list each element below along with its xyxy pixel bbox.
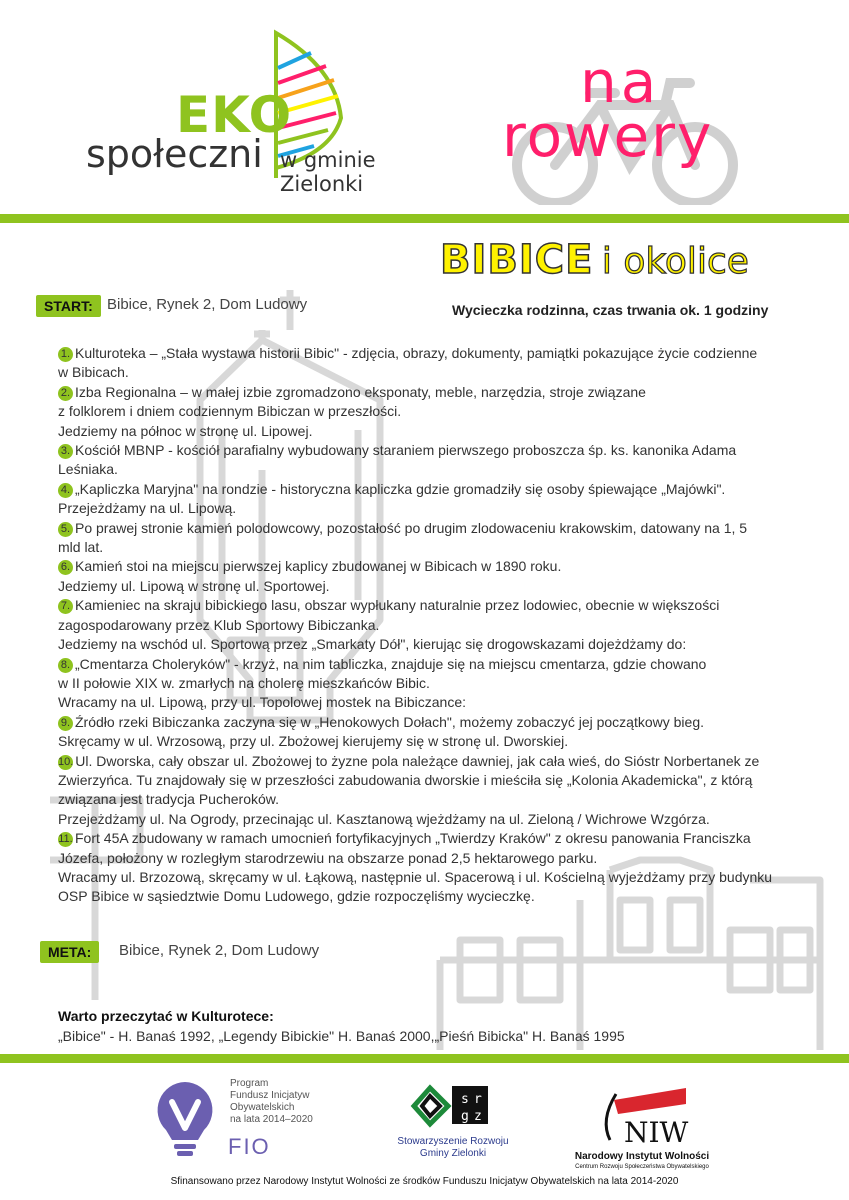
- fio-lightbulb-icon: [152, 1078, 218, 1158]
- route-item-text: „Cmentarza Choleryków" - krzyż, na nim tabliczka, znajduje się na miejscu cmentarza, gdzie chowano: [75, 655, 707, 672]
- route-item-text: Przejeżdżamy ul. Na Ogrody, przecinając ul. Kasztanową wjeżdżamy na ul. Zieloną / Wichrowe Wzgórza.: [58, 810, 710, 827]
- srgz-letter-z: z: [474, 1109, 482, 1124]
- route-item: [58, 655, 808, 674]
- route-item-text: „Kapliczka Maryjna" na rondzie - historyczna kapliczka gdzie gromadziły się osoby śpiewające „Majówki".: [75, 480, 726, 497]
- route-item-text: Jedziemy na północ w stronę ul. Lipowej.: [58, 422, 313, 439]
- fio-logo: [152, 1074, 332, 1164]
- route-item-text: Po prawej stronie kamień polodowcowy, pozostałość po drugim zlodowaceniu krakowskim, datowany na 1, 5: [75, 519, 748, 536]
- top-divider: [0, 214, 849, 223]
- route-item: [58, 441, 808, 460]
- fio-text: FIO: [228, 1134, 271, 1159]
- start-label: START:: [36, 295, 101, 317]
- route-item-continuation: [58, 771, 808, 790]
- w-gminie-line: w gminie: [280, 148, 376, 172]
- route-item-continuation: [58, 460, 808, 479]
- route-item-continuation: [58, 868, 808, 887]
- fio-line-2: Fundusz Inicjatyw: [230, 1090, 310, 1101]
- niw-logo: [572, 1080, 712, 1170]
- route-item-text: Kamień stoi na miejscu pierwszej kaplicy zbudowanej w Bibicach w 1890 roku.: [75, 558, 562, 575]
- route-item-continuation: [58, 849, 808, 868]
- route-item-number: 9.: [58, 716, 73, 731]
- route-item: [58, 383, 808, 402]
- niw-emblem-icon: [590, 1080, 694, 1150]
- route-item-continuation: [58, 635, 808, 654]
- niw-name: [572, 1152, 712, 1172]
- bottom-divider: [0, 1054, 849, 1063]
- fio-program-text: [230, 1078, 313, 1126]
- funding-note: Sfinansowano przez Narodowy Instytut Wolności ze środków Funduszu Inicjatyw Obywatelskich na lata 2014-2020: [170, 1176, 679, 1187]
- route-item-text: mld lat.: [58, 539, 104, 556]
- route-item-text: Kamieniec na skraju bibickiego lasu, obszar wypłukany naturalnie przez lodowiec, obecnie w większości: [75, 597, 720, 614]
- fio-line-3: Obywatelskich: [230, 1102, 295, 1113]
- route-item: [58, 829, 808, 848]
- route-item-text: OSP Bibice w sąsiedztwie Domu Ludowego, gdzie rozpoczęliśmy wycieczkę.: [58, 888, 535, 905]
- reading-section: [58, 1008, 625, 1044]
- route-item-continuation: [58, 693, 808, 712]
- route-item-text: z folklorem i dniem codziennym Bibiczan w przeszłości.: [58, 403, 402, 420]
- reading-body: „Bibice" - H. Banaś 1992, „Legendy Bibickie" H. Banaś 2000,„Pieśń Bibicka" H. Banaś 1995: [58, 1028, 625, 1044]
- route-item-text: Leśniaka.: [58, 461, 118, 478]
- fio-line-1: Program: [230, 1078, 269, 1089]
- na-text: na: [580, 48, 661, 116]
- srgz-name: [388, 1136, 518, 1160]
- route-item-number: 1.: [58, 347, 73, 362]
- route-item-text: Wracamy ul. Brzozową, skręcamy w ul. Łąkową, następnie ul. Spacerową i ul. Kościelną wyjeżdżamy przy budynku: [58, 868, 773, 885]
- route-item-continuation: [58, 577, 808, 596]
- route-item-text: Ul. Dworska, cały obszar ul. Zbożowej to żyzne pola należące dawniej, jak cała wieś, do Sióstr Norbertanek ze: [75, 752, 760, 769]
- route-item: [58, 519, 808, 538]
- eko-text: EKO: [176, 86, 293, 144]
- start-value: Bibice, Rynek 2, Dom Ludowy: [107, 296, 308, 313]
- route-item-continuation: [58, 363, 808, 382]
- meta-label: META:: [40, 941, 99, 963]
- route-item: [58, 713, 808, 732]
- w-gminie-zielonki-text: [280, 148, 376, 196]
- srgz-letter-r: r: [474, 1092, 482, 1107]
- route-item: [58, 596, 808, 615]
- route-item-text: Jedziemy ul. Lipową w stronę ul. Sportowej.: [58, 577, 330, 594]
- route-item-text: Izba Regionalna – w małej izbie zgromadzono eksponaty, meble, narzędzia, stroje związane: [75, 383, 646, 400]
- route-item-text: Józefa, położony w rozległym starodrzewiu na obszarze ponad 2,5 hektarowego parku.: [58, 849, 598, 866]
- route-item-continuation: [58, 887, 808, 906]
- route-item: [58, 344, 808, 363]
- reading-title: Warto przeczytać w Kulturotece:: [58, 1008, 274, 1024]
- route-item-text: Jedziemy na wschód ul. Sportową przez „Smarkaty Dół", kierując się drogowskazami dojeżdżamy do:: [58, 636, 687, 653]
- srgz-letter-s: s: [461, 1092, 469, 1107]
- srgz-logo: [388, 1080, 518, 1170]
- route-item-text: w Bibicach.: [58, 364, 129, 381]
- route-item-continuation: [58, 422, 808, 441]
- route-item-number: 8.: [58, 658, 73, 673]
- route-item-continuation: [58, 499, 808, 518]
- srgz-emblem-icon: [410, 1082, 492, 1128]
- route-item-number: 3.: [58, 444, 73, 459]
- zielonki-line: Zielonki: [280, 172, 364, 196]
- route-subtitle: Wycieczka rodzinna, czas trwania ok. 1 godziny: [452, 302, 769, 318]
- route-item-text: zagospodarowany przez Klub Sportowy Bibiczanka.: [58, 616, 380, 633]
- route-item-continuation: [58, 674, 808, 693]
- route-item: [58, 752, 808, 771]
- route-item-number: 5.: [58, 522, 73, 537]
- meta-value: Bibice, Rynek 2, Dom Ludowy: [119, 942, 320, 959]
- route-item-text: Fort 45A zbudowany w ramach umocnień fortyfikacyjnych „Twierdzy Kraków" z okresu panowania Franciszka: [75, 830, 751, 847]
- route-item-continuation: [58, 790, 808, 809]
- route-item-number: 2.: [58, 386, 73, 401]
- route-title: [440, 237, 810, 283]
- route-list: [58, 344, 808, 907]
- route-item-text: Wracamy na ul. Lipową, przy ul. Topolowej mostek na Bibiczance:: [58, 694, 467, 711]
- spoleczni-text: społeczni: [86, 132, 263, 176]
- route-item-continuation: [58, 538, 808, 557]
- route-item-continuation: [58, 616, 808, 635]
- route-item-continuation: [58, 810, 808, 829]
- route-item-text: Źródło rzeki Bibiczanka zaczyna się w „Henokowych Dołach", możemy zobaczyć jej początkowy bieg.: [75, 713, 705, 730]
- eko-spoleczni-logo: [80, 28, 410, 208]
- niw-line-2: Centrum Rozwoju Społeczeństwa Obywatelskiego: [575, 1164, 709, 1170]
- route-item-continuation: [58, 402, 808, 421]
- srgz-line-2: Gminy Zielonki: [419, 1148, 487, 1159]
- route-item-number: 7.: [58, 599, 73, 614]
- route-item-text: Kościół MBNP - kościół parafialny wybudowany staraniem pierwszego proboszcza śp. ks. kanonika Adama: [75, 442, 737, 459]
- rowery-text: rowery: [502, 102, 714, 170]
- title-bibice: BIBICE: [440, 237, 594, 283]
- route-item-continuation: [58, 732, 808, 751]
- route-item-text: Zwierzyńca. Tu znajdowały się w przeszłości zabudowania dworskie i mieściła się „Kolonia Akademicka", z którą: [58, 771, 753, 788]
- route-item-number: 4.: [58, 483, 73, 498]
- route-item-text: Kulturoteka – „Stała wystawa historii Bibic" - zdjęcia, obrazy, dokumenty, pamiątki pokazujące życie codzienne: [75, 345, 758, 361]
- title-i-okolice: i okolice: [601, 241, 749, 282]
- route-item-number: 11.: [58, 833, 73, 846]
- srgz-letter-g: g: [461, 1109, 469, 1124]
- srgz-line-1: Stowarzyszenie Rozwoju: [397, 1136, 509, 1147]
- route-item-text: Skręcamy w ul. Wrzosową, przy ul. Zbożowej kierujemy się w stronę ul. Dworskiej.: [58, 733, 569, 750]
- route-item: [58, 557, 808, 576]
- na-rowery-banner: [480, 40, 780, 200]
- route-item-text: związana jest tradycja Pucheroków.: [58, 791, 279, 808]
- route-item-text: w II połowie XIX w. zmarłych na cholerę mieszkańców Bibic.: [58, 674, 430, 691]
- route-item-number: 10.: [58, 755, 74, 768]
- fio-line-4: na lata 2014–2020: [230, 1114, 313, 1125]
- route-item: [58, 480, 808, 499]
- route-item-number: 6.: [58, 560, 73, 575]
- route-item-text: Przejeżdżamy na ul. Lipową.: [58, 500, 237, 517]
- niw-line-1: Narodowy Instytut Wolności: [574, 1151, 710, 1162]
- niw-text: NIW: [624, 1116, 689, 1149]
